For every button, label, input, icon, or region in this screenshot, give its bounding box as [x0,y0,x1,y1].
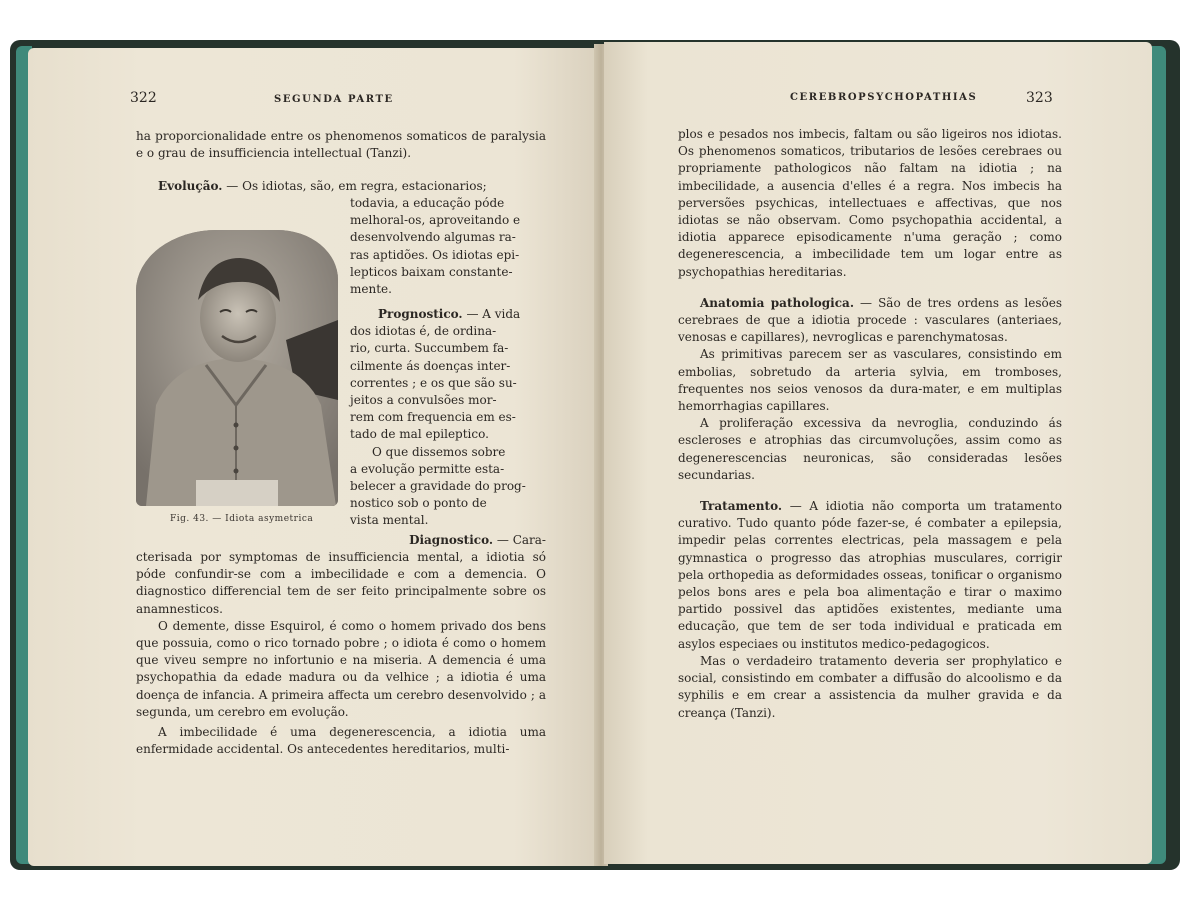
running-head-left: SEGUNDA PARTE [274,94,394,105]
diagnostico-heading: Diagnostico. [409,533,494,547]
running-head-right: CEREBROPSYCHOPATHIAS [790,92,978,103]
right-page [604,42,1152,864]
tratamento-heading: Tratamento. [700,499,783,514]
evolucao-heading: Evolução. [158,179,223,193]
page-number-left: 322 [130,90,157,106]
portrait-image [136,230,338,506]
intro-paragraph: ha proporcionalidade entre os phenomenos somaticos de paralysia e o grau de insufficiencia intellectual (Tanzi). [136,129,546,161]
proliferacao-paragraph: A proliferação excessiva da nevroglia, conduzindo ás escleroses e atrophias das circumvoluções, assim como as degenerescencias neuronicas, são consideradas lesões secundarias. [678,416,1062,482]
evolucao-first-line: Evolução. — Os idiotas, são, em regra, estacionarios; [158,179,487,193]
diagnostico-body: cterisada por symptomas de insufficiencia mental, a idiotia só póde confundir-se com a imbecilidade e com a demencia. O diagnostico differencial tem de ser feito principalmente sobre os anamnesticos. O demente, disse Esquirol, é como o homem privado dos bens que possuia, como o rico tornado pobre ; o idiota é como o homem que viveu sempre no infortunio e na miseria. A demencia é uma psychopathia da edade madura ou da velhice ; a idiotia é uma doença de infancia. A primeira affecta um cerebro desenvolvido ; a segunda, um cerebro em evolução. A imbecilidade é uma degenerescencia, a idiotia uma enfermidade accidental. Os antecedentes hereditarios, multi- [136,549,546,758]
esquirol-paragraph: O demente, disse Esquirol, é como o homem privado dos bens que possuia, como o rico tornado pobre ; o idiota é como o homem que viveu sempre no infortunio e na miseria. A demencia é uma psychopathia da edade madura ou da velhice ; a idiotia é uma doença de infancia. A primeira affecta um cerebro desenvolvido ; a segunda, um cerebro em evolução. [136,618,546,719]
right-body [678,126,1062,722]
continuation-paragraph: plos e pesados nos imbecis, faltam ou são ligeiros nos idiotas. Os phenomenos somaticos, tributarios de lesões cerebraes ou propriamente pathologicos não faltam na idiotia ; na imbecilidade, a ausencia d'elles é a regra. Nos imbecis ha perversões psychicas, intellectuaes e affectivas, que nos idiotas se não observam. Como psychopathia accidental, a idiotia apparece episodicamente n'uma geração ; como degenerescencia, a imbecilidade tem um logar entre as psychopathias hereditarias. [678,127,1062,279]
left-page [28,48,600,866]
page-number-right: 323 [1026,90,1053,106]
figure-caption: Fig. 43. — Idiota asymetrica [170,514,314,524]
figure-photo [136,230,338,506]
imbecilidade-paragraph: A imbecilidade é uma degenerescencia, a idiotia uma enfermidade accidental. Os antecedentes hereditarios, multi- [136,725,546,757]
tratamento-paragraph: Tratamento. — A idiotia não comporta um tratamento curativo. Tudo quanto póde fazer-se, é combater a epilepsia, impedir pelas correntes electricas, pela massagem e pela gymnastica o progresso das atrophias musculares, corrigir pela orthopedia as deformidades osseas, tonificar o organismo pelos bons ares e pela boa alimentação e tirar o maximo partido possivel das aptidões existentes, mediante uma educação, que tem de ser toda individual e praticada em asylos especiaes ou institutos medico-pedagogicos. [678,499,1062,651]
anatomia-paragraph: Anatomia pathologica. — São de tres ordens as lesões cerebraes de que a idiotia procede : vasculares (anteriaes, venosas e capillares), nevroglicas e parenchymatosas. [678,295,1062,345]
primitivas-paragraph: As primitivas parecem ser as vasculares, consistindo em embolias, sobretudo da arteria sylvia, em tromboses, frequentes nos seios venosos da dura-mater, e em multiplas hemorrhagias capillares. [678,347,1062,414]
diagnostico-first-line: Diagnostico. — Cara- [409,533,546,547]
prognostico-section: Prognostico. — A vida dos idiotas é, de ordina- rio, curta. Succumbem fa- cilmente ás doenças inter- correntes ; e os que são su- jeitos a convulsões mor- rem com frequencia em es- tado de mal epileptico. O que dissemos sobre a evolução permitte esta- belecer a gravidade do prog- nostico sob o ponto de vista mental. [350,307,526,528]
final-paragraph: Mas o verdadeiro tratamento deveria ser prophylatico e social, consistindo em combater a diffusão do alcoolismo e da syphilis e em crear a assistencia da mulher gravida e da creança (Tanzi). [678,653,1062,720]
evolucao-wrap: todavia, a educação póde melhoral-os, aproveitando e desenvolvendo algumas ra- ras aptidões. Os idiotas epi- lepticos baixam constante- mente. [350,196,521,297]
prognostico-heading: Prognostico. [378,307,463,321]
anatomia-heading: Anatomia pathologica. [700,295,854,310]
